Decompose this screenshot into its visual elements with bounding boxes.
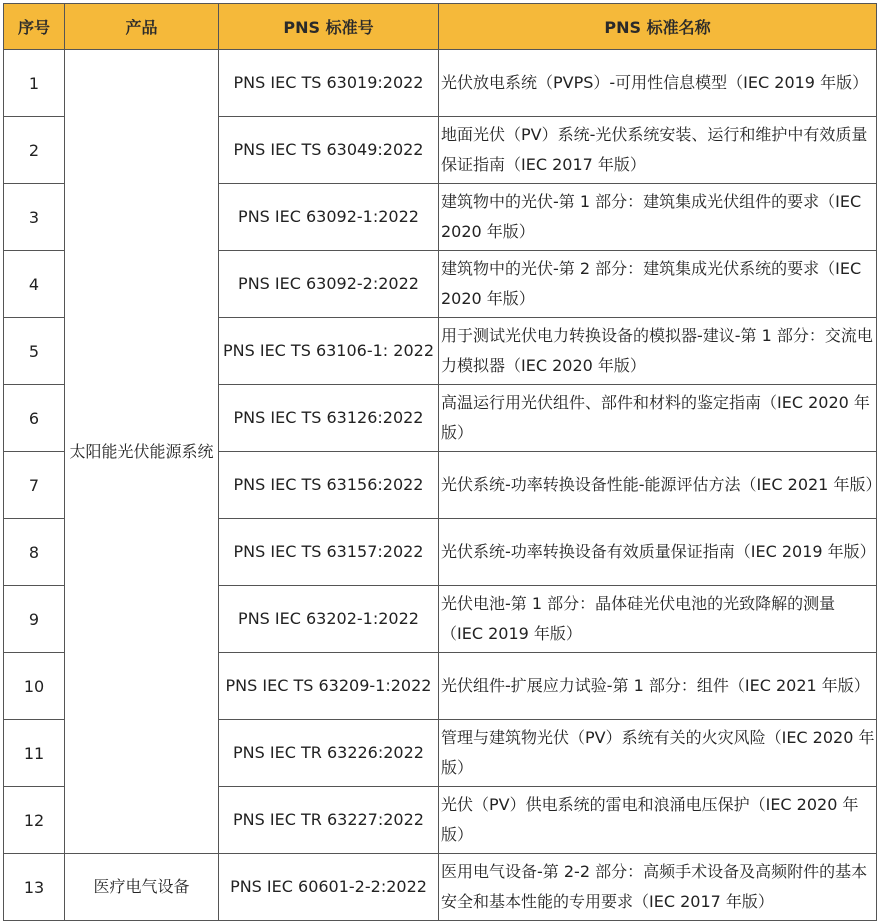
std-name-cell: 建筑物中的光伏-第 2 部分：建筑集成光伏系统的要求（IEC 2020 年版）	[439, 251, 877, 318]
seq-cell: 8	[4, 519, 65, 586]
std-name-cell: 地面光伏（PV）系统-光伏系统安装、运行和维护中有效质量保证指南（IEC 2017 年版）	[439, 117, 877, 184]
seq-cell: 3	[4, 184, 65, 251]
table-row	[4, 854, 877, 921]
std-name-cell: 高温运行用光伏组件、部件和材料的鉴定指南（IEC 2020 年版）	[439, 385, 877, 452]
std-name-cell: 管理与建筑物光伏（PV）系统有关的火灾风险（IEC 2020 年版）	[439, 720, 877, 787]
seq-cell: 13	[4, 854, 65, 921]
std-no-cell: PNS IEC TS 63209-1:2022	[219, 653, 439, 720]
standards-table	[3, 3, 881, 921]
std-name-cell: 光伏系统-功率转换设备有效质量保证指南（IEC 2019 年版）	[439, 519, 877, 586]
std-no-cell: PNS IEC TS 63049:2022	[219, 117, 439, 184]
std-no-cell: PNS IEC 63092-1:2022	[219, 184, 439, 251]
std-no-cell: PNS IEC TS 63126:2022	[219, 385, 439, 452]
std-name-cell: 医用电气设备-第 2-2 部分：高频手术设备及高频附件的基本安全和基本性能的专用要求（IEC 2017 年版）	[439, 854, 877, 921]
header-std-no: PNS 标准号	[219, 4, 439, 50]
std-name-cell: 光伏系统-功率转换设备性能-能源评估方法（IEC 2021 年版）	[439, 452, 877, 519]
std-name-cell: 光伏组件-扩展应力试验-第 1 部分：组件（IEC 2021 年版）	[439, 653, 877, 720]
seq-cell: 1	[4, 50, 65, 117]
std-no-cell: PNS IEC TS 63019:2022	[219, 50, 439, 117]
seq-cell: 11	[4, 720, 65, 787]
std-no-cell: PNS IEC TS 63106-1: 2022	[219, 318, 439, 385]
std-name-cell: 用于测试光伏电力转换设备的模拟器-建议-第 1 部分：交流电力模拟器（IEC 2020 年版）	[439, 318, 877, 385]
std-no-cell: PNS IEC 60601-2-2:2022	[219, 854, 439, 921]
std-no-cell: PNS IEC TS 63157:2022	[219, 519, 439, 586]
seq-cell: 2	[4, 117, 65, 184]
header-std-name: PNS 标准名称	[439, 4, 877, 50]
std-name-cell: 光伏放电系统（PVPS）-可用性信息模型（IEC 2019 年版）	[439, 50, 877, 117]
seq-cell: 4	[4, 251, 65, 318]
header-product: 产品	[65, 4, 219, 50]
std-no-cell: PNS IEC 63202-1:2022	[219, 586, 439, 653]
std-no-cell: PNS IEC TR 63226:2022	[219, 720, 439, 787]
header-row	[4, 4, 877, 50]
std-no-cell: PNS IEC TS 63156:2022	[219, 452, 439, 519]
seq-cell: 7	[4, 452, 65, 519]
std-no-cell: PNS IEC 63092-2:2022	[219, 251, 439, 318]
header-seq: 序号	[4, 4, 65, 50]
std-name-cell: 光伏电池-第 1 部分：晶体硅光伏电池的光致降解的测量（IEC 2019 年版）	[439, 586, 877, 653]
std-name-cell: 建筑物中的光伏-第 1 部分：建筑集成光伏组件的要求（IEC 2020 年版）	[439, 184, 877, 251]
seq-cell: 6	[4, 385, 65, 452]
std-no-cell: PNS IEC TR 63227:2022	[219, 787, 439, 854]
std-name-cell: 光伏（PV）供电系统的雷电和浪涌电压保护（IEC 2020 年版）	[439, 787, 877, 854]
table-row	[4, 50, 877, 117]
product-cell-medical: 医疗电气设备	[65, 854, 219, 921]
product-cell-solar: 太阳能光伏能源系统	[65, 50, 219, 854]
seq-cell: 9	[4, 586, 65, 653]
seq-cell: 5	[4, 318, 65, 385]
seq-cell: 12	[4, 787, 65, 854]
seq-cell: 10	[4, 653, 65, 720]
